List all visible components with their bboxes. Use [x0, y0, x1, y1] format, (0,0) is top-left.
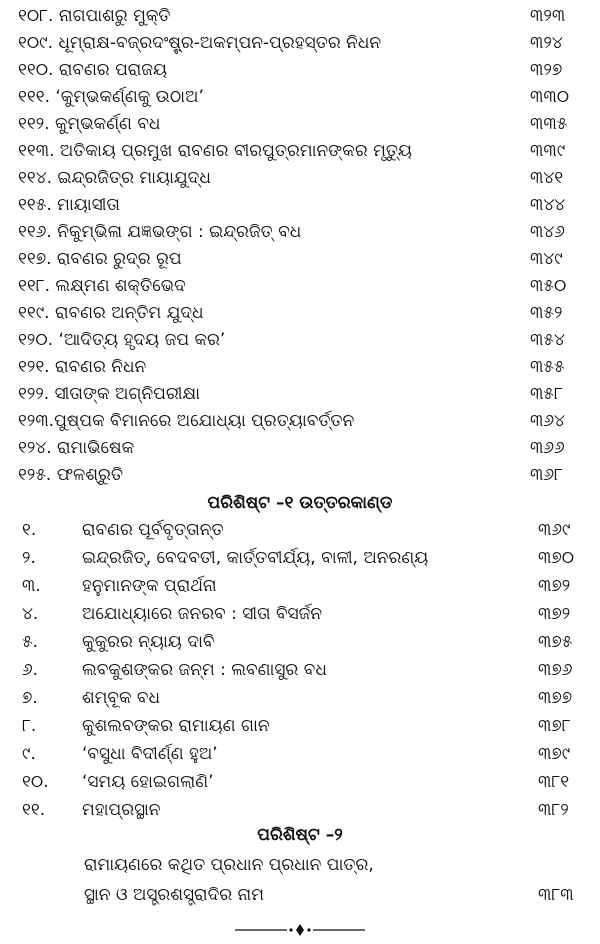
appendix-row	[0, 545, 600, 571]
appendix-2-page-number: ୩୮୩	[538, 885, 574, 905]
toc-page-number: ୩୫୦	[530, 276, 567, 296]
toc-title: ୧୧୦. ରାବଣର ପରାଜୟ	[18, 60, 168, 80]
toc-page-number: ୩୪୯	[530, 249, 563, 269]
toc-title: ୧୧୮. ଲକ୍ଷ୍ମଣ ଶକ୍ତିଭେଦ	[18, 276, 186, 296]
toc-page-number: ୩୪୬	[530, 222, 565, 242]
appendix-item-number: ୭.	[22, 688, 38, 708]
toc-row	[0, 462, 600, 488]
appendix-item-page: ୩୮୧	[538, 772, 570, 792]
appendix-item-page: ୩୭୨	[538, 604, 571, 624]
appendix-row	[0, 685, 600, 711]
ornament-diamond	[296, 924, 304, 936]
toc-row	[0, 30, 600, 56]
toc-page-number: ୩୨୪	[530, 33, 563, 53]
appendix-item-number: ୧୧.	[22, 800, 46, 820]
appendix-item-number: ୨.	[22, 548, 36, 568]
toc-title: ୧୧୫. ମାୟାସୀତା	[18, 195, 120, 215]
ornament-divider	[235, 924, 365, 936]
toc-row	[0, 327, 600, 353]
toc-title: ୧୨୦. ‘ଆଦିତ୍ୟ ହୃଦୟ ଜପ କର’	[18, 330, 226, 350]
toc-page-number: ୩୫୨	[530, 303, 563, 323]
toc-title: ୧୧୭. ରାବଣର ରୁଦ୍ର ରୂପ	[18, 249, 182, 269]
toc-title: ୧୨୩.ପୁଷ୍ପକ ବିମାନରେ ଅଯୋଧ୍ୟା ପ୍ରତ୍ୟାବର୍ତ୍ତନ	[18, 411, 355, 431]
toc-title: ୧୧୧. ‘କୁମ୍ଭକର୍ଣ୍ଣକୁ ଉଠାଅ’	[18, 87, 204, 107]
appendix-item-title: ଶମ୍ବୂକ ବଧ	[82, 688, 161, 708]
toc-title: ୧୨୪. ରାମାଭିଷେକ	[18, 438, 135, 458]
appendix-item-number: ୧.	[22, 520, 37, 540]
toc-title: ୧୨୧. ରାବଣର ନିଧନ	[18, 357, 147, 377]
appendix-item-page: ୩୭୬	[538, 660, 573, 680]
toc-row	[0, 3, 600, 29]
appendix-row	[0, 797, 600, 823]
toc-row	[0, 273, 600, 299]
appendix-item-title: ଇନ୍ଦ୍ରଜିତ୍, ବେଦବତୀ, କାର୍ତ୍ତବୀର୍ଯ୍ୟ, ବାଳୀ, ଅନରଣ୍ୟ	[82, 548, 429, 568]
appendix-item-title: ‘ସମୟ ହୋଇଗଲାଣି’	[82, 772, 214, 792]
appendix-item-page: ୩୭୦	[538, 548, 575, 568]
appendix-item-page: ୩୭୮	[538, 716, 571, 736]
toc-row	[0, 300, 600, 326]
appendix-2-heading	[0, 822, 600, 848]
appendix-row	[0, 657, 600, 683]
appendix-item-page: ୩୮୨	[538, 800, 569, 820]
appendix-item-number: ୬.	[22, 660, 39, 680]
appendix-row	[0, 629, 600, 655]
appendix-item-page: ୩୭୨	[538, 576, 571, 596]
appendix-item-title: ହନୁମାନଙ୍କ ପ୍ରାର୍ଥନା	[82, 576, 217, 596]
appendix-2-line-1: ରାମାୟଣରେ କଥିତ ପ୍ରଧାନ ପ୍ରଧାନ ପାତ୍ର,	[84, 855, 374, 875]
appendix-item-number: ୫.	[22, 632, 39, 652]
toc-title: ୧୧୬. ନିକୁମ୍ଭିଳା ଯଜ୍ଞଭଙ୍ଗ : ଇନ୍ଦ୍ରଜିତ୍ ବଧ	[18, 222, 302, 242]
appendix-item-number: ୯.	[22, 744, 36, 764]
toc-title: ୧୦୯. ଧୂମ୍ରାକ୍ଷ-ବଜ୍ରଦଂଷ୍ଟ୍ର-ଅକମ୍ପନ-ପ୍ରହସ୍ତର ନିଧନ	[18, 33, 382, 53]
toc-page-number: ୩୩୦	[530, 87, 570, 107]
toc-row	[0, 219, 600, 245]
ornament-dot-right	[307, 928, 310, 931]
toc-title: ୧୧୯. ରାବଣର ଅନ୍ତିମ ଯୁଦ୍ଧ	[18, 303, 204, 323]
toc-page-number: ୩୪୧	[530, 168, 564, 188]
toc-row	[0, 246, 600, 272]
toc-title: ୧୨୨. ସୀତାଙ୍କ ଅଗ୍ନିପରୀକ୍ଷା	[18, 384, 201, 404]
toc-page-number: ୩୩୫	[530, 114, 568, 134]
appendix-row	[0, 713, 600, 739]
ornament-dot-left	[289, 928, 292, 931]
toc-row	[0, 354, 600, 380]
toc-row	[0, 57, 600, 83]
appendix-item-page: ୩୭୭	[538, 688, 573, 708]
toc-row	[0, 408, 600, 434]
toc-row	[0, 381, 600, 407]
toc-page-number: ୩୪୪	[530, 195, 566, 215]
appendix-row	[0, 601, 600, 627]
appendix-item-title: କୁଶଲବଙ୍କର ରାମାୟଣ ଗାନ	[82, 716, 270, 736]
appendix-item-number: ୩.	[22, 576, 41, 596]
appendix-row	[0, 741, 600, 767]
appendix-1-heading-text: ପରିଶିଷ୍ଟ –୧ ଉତ୍ତରକାଣ୍ଡ	[207, 493, 393, 513]
toc-page-number: ୩୨୩	[530, 6, 566, 26]
appendix-1-heading	[0, 490, 600, 516]
toc-page-number: ୩୫୮	[530, 384, 563, 404]
toc-row	[0, 84, 600, 110]
toc-row	[0, 435, 600, 461]
appendix-2-heading-text: ପରିଶିଷ୍ଟ –୨	[257, 825, 343, 845]
appendix-row	[0, 573, 600, 599]
toc-page-number: ୩୬୮	[530, 465, 563, 485]
toc-page-number: ୩୫୪	[530, 330, 565, 350]
appendix-row	[0, 517, 600, 543]
toc-title: ୧୨୫. ଫଳଶ୍ରୁତି	[18, 465, 123, 485]
toc-row	[0, 192, 600, 218]
appendix-item-number: ୮.	[22, 716, 37, 736]
toc-page-number: ୩୬୬	[530, 438, 565, 458]
appendix-item-page: ୩୬୯	[538, 520, 571, 540]
toc-row	[0, 165, 600, 191]
toc-page-number: ୩୬୪	[530, 411, 565, 431]
appendix-item-page: ୩୭୯	[538, 744, 571, 764]
appendix-item-title: ଅଯୋଧ୍ୟାରେ ଜନରବ : ସୀତା ବିସର୍ଜନ	[82, 604, 323, 624]
toc-row	[0, 111, 600, 137]
toc-title: ୧୧୩. ଅତିକାୟ ପ୍ରମୁଖ ରାବଣର ବୀରପୁତ୍ରମାନଙ୍କର ମୃତ୍ୟୁ	[18, 141, 412, 161]
toc-row	[0, 138, 600, 164]
appendix-item-title: କୁକୁରର ନ୍ୟାୟ ଦାବି	[82, 632, 215, 652]
toc-page-number: ୩୨୭	[530, 60, 563, 80]
toc-title: ୧୧୪. ଇନ୍ଦ୍ରଜିତ୍‌ର ମାୟାଯୁଦ୍ଧ	[18, 168, 211, 188]
toc-page-number: ୩୩୯	[530, 141, 566, 161]
appendix-2-line-2: ସ୍ଥାନ ଓ ଅସ୍ତ୍ରଶସ୍ତ୍ରାଦିର ନାମ	[84, 885, 264, 905]
appendix-item-page: ୩୭୫	[538, 632, 573, 652]
appendix-item-number: ୪.	[22, 604, 39, 624]
appendix-item-title: ‘ବସୁଧା ବିଦୀର୍ଣ୍ଣ ହୁଅ’	[82, 744, 218, 764]
appendix-item-title: ରାବଣର ପୂର୍ବବୃତ୍ତାନ୍ତ	[82, 520, 224, 540]
appendix-item-number: ୧୦.	[22, 772, 49, 792]
appendix-item-title: ମହାପ୍ରସ୍ଥାନ	[82, 800, 161, 820]
toc-title: ୧୧୨. କୁମ୍ଭକର୍ଣ୍ଣ ବଧ	[18, 114, 161, 134]
appendix-item-title: ଲବକୁଶଙ୍କର ଜନ୍ମ : ଲବଣାସୁର ବଧ	[82, 660, 327, 680]
toc-page-number: ୩୫୫	[530, 357, 565, 377]
toc-title: ୧୦୮. ନାଗପାଶରୁ ମୁକ୍ତି	[18, 6, 171, 26]
appendix-row	[0, 769, 600, 795]
